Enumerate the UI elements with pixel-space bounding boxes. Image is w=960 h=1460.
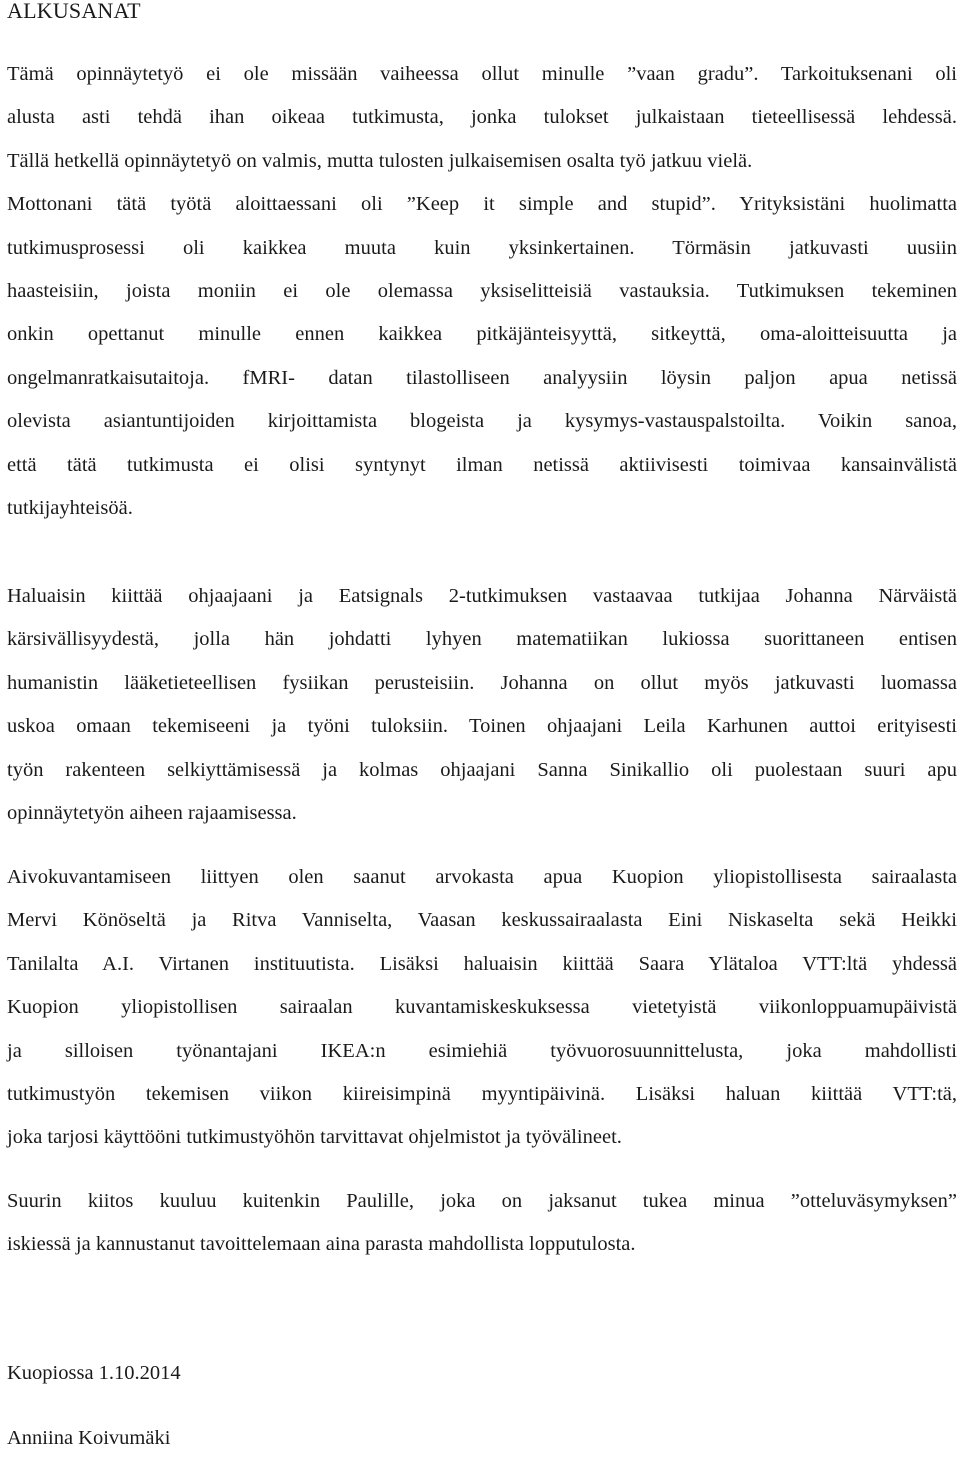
place-and-date: Kuopiossa 1.10.2014 — [7, 1362, 181, 1384]
text-line: Kuopion yliopistollisen sairaalan kuvantamiskeskuksessa vietetyistä viikonloppuamupäivistä — [7, 996, 957, 1019]
text-line: joka tarjosi käyttööni tutkimustyöhön tarvittavat ohjelmistot ja työvälineet. — [7, 1126, 622, 1149]
text-line: Suurin kiitos kuuluu kuitenkin Paulille, joka on jaksanut tukea minua ”otteluväsymyksen” — [7, 1190, 957, 1212]
text-line: Mervi Könöseltä ja Ritva Vanniselta, Vaasan keskussairaalasta Eini Niskaselta sekä Heikki — [7, 909, 957, 932]
text-line: iskiessä ja kannustanut tavoittelemaan aina parasta mahdollista lopputulosta. — [7, 1233, 636, 1256]
text-line: Mottonani tätä työtä aloittaessani oli ”Keep it simple and stupid”. Yrityksistäni huolimatta — [7, 193, 957, 216]
text-line: Haluaisin kiittää ohjaajaani ja Eatsignals 2-tutkimuksen vastaavaa tutkijaa Johanna Närväistä — [7, 585, 957, 607]
text-line: haasteisiin, joista moniin ei ole olemassa yksiselitteisiä vastauksia. Tutkimuksen tekeminen — [7, 280, 957, 303]
text-line: kärsivällisyydestä, jolla hän johdatti lyhyen matematiikan lukiossa suorittaneen entisen — [7, 628, 957, 651]
text-line: onkin opettanut minulle ennen kaikkea pitkäjänteisyyttä, sitkeyttä, oma-aloitteisuutta ja — [7, 323, 957, 346]
text-line: työn rakenteen selkiyttämisessä ja kolmas ohjaajani Sanna Sinikallio oli puolestaan suuri apu — [7, 758, 957, 781]
text-line: alusta asti tehdä ihan oikeaa tutkimusta, jonka tulokset julkaistaan tieteellisessä lehdessä. — [7, 106, 957, 129]
text-line: ongelmanratkaisutaitoja. fMRI- datan tilastolliseen analyysiin löysin paljon apua netissä — [7, 366, 957, 389]
paragraph-supervisors — [7, 575, 957, 835]
text-line: tutkimusprosessi oli kaikkea muuta kuin yksinkertainen. Törmäsin jatkuvasti uusiin — [7, 236, 957, 259]
text-line: Aivokuvantamiseen liittyen olen saanut arvokasta apua Kuopion yliopistollisesta sairaalasta — [7, 866, 957, 888]
paragraph-thanks — [7, 1180, 957, 1267]
text-line: Tällä hetkellä opinnäytetyö on valmis, mutta tulosten julkaisemisen osalta työ jatkuu vielä. — [7, 149, 753, 172]
document-page — [7, 0, 957, 1449]
text-line: tutkimustyön tekemisen viikon kiireisimpinä myyntipäivinä. Lisäksi haluan kiittää VTT:tä, — [7, 1083, 957, 1106]
paragraph-intro — [7, 53, 957, 530]
page-title: ALKUSANAT — [7, 0, 141, 23]
text-line: olevista asiantuntijoiden kirjoittamista blogeista ja kysymys-vastauspalstoilta. Voikin sanoa, — [7, 410, 957, 433]
text-line: että tätä tutkimusta ei olisi syntynyt ilman netissä aktiivisesti toimivaa kansainvälistä — [7, 453, 957, 476]
paragraph-imaging — [7, 856, 957, 1160]
text-line: tutkijayhteisöä. — [7, 497, 133, 520]
text-line: ja silloisen työnantajani IKEA:n esimiehiä työvuorosuunnittelusta, joka mahdollisti — [7, 1039, 957, 1062]
text-line: opinnäytetyön aiheen rajaamisessa. — [7, 802, 297, 825]
text-line: uskoa omaan tekemiseeni ja työni tuloksiin. Toinen ohjaajani Leila Karhunen auttoi erityisesti — [7, 715, 957, 738]
author-name: Anniina Koivumäki — [7, 1427, 171, 1449]
text-line: Tämä opinnäytetyö ei ole missään vaiheessa ollut minulle ”vaan gradu”. Tarkoituksenani oli — [7, 63, 957, 85]
text-line: Tanilalta A.I. Virtanen instituutista. Lisäksi haluaisin kiittää Saara Ylätaloa VTT:ltä yhdessä — [7, 952, 957, 975]
text-line: humanistin lääketieteellisen fysiikan perusteisiin. Johanna on ollut myös jatkuvasti luomassa — [7, 671, 957, 694]
